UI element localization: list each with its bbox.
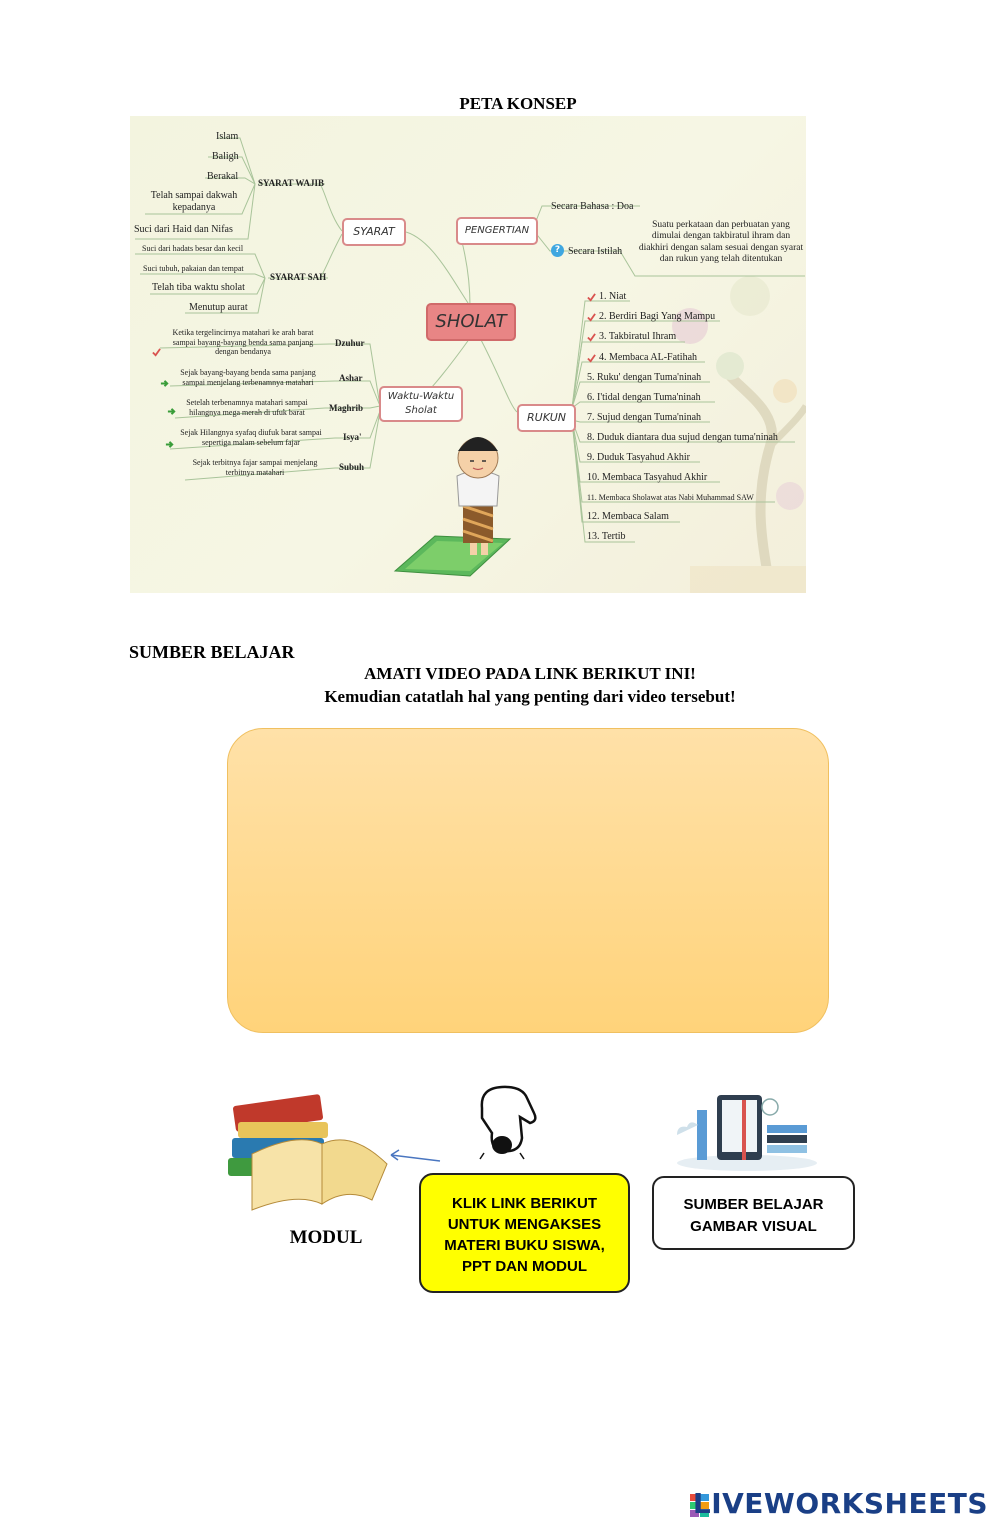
rukun-item: 3. Takbiratul Ihram bbox=[599, 331, 677, 342]
sah-item: Menutup aurat bbox=[189, 302, 248, 313]
label-syarat-wajib: SYARAT WAJIB bbox=[258, 178, 324, 188]
modul-label: MODUL bbox=[289, 1227, 363, 1248]
visual-line: SUMBER BELAJAR bbox=[683, 1196, 824, 1213]
rukun-item: 12. Membaca Salam bbox=[587, 511, 669, 522]
pengertian-istilah: Secara Istilah bbox=[568, 246, 623, 257]
check-icon bbox=[587, 313, 596, 322]
waktu-desc: Ketika tergelincirnya matahari ke arah barat sampai bayang-bayang benda sama panjang dengan bendanya bbox=[172, 328, 314, 357]
arrow-right-icon bbox=[167, 407, 176, 416]
concept-map bbox=[130, 116, 806, 593]
waktu-desc: Setelah terbenamnya matahari sampai hilangnya mega merah di ufuk barat bbox=[186, 398, 308, 417]
rukun-item: 9. Duduk Tasyahud Akhir bbox=[587, 452, 690, 463]
link-line: KLIK LINK BERIKUT bbox=[452, 1195, 597, 1212]
wajib-item: Suci dari Haid dan Nifas bbox=[134, 224, 233, 235]
wajib-item: Telah sampai dakwah kepadanya bbox=[150, 190, 238, 213]
rukun-item: 1. Niat bbox=[599, 291, 627, 302]
pengertian-bahasa: Secara Bahasa : Doa bbox=[551, 201, 634, 212]
sah-item: Telah tiba waktu sholat bbox=[152, 282, 245, 293]
pointing-hand-icon bbox=[472, 1083, 542, 1163]
rukun-item: 6. I'tidal dengan Tuma'ninah bbox=[587, 392, 701, 403]
center-node-sholat: SHOLAT bbox=[426, 303, 516, 341]
rukun-item: 10. Membaca Tasyahud Akhir bbox=[587, 472, 708, 483]
rukun-item: 4. Membaca AL-Fatihah bbox=[599, 352, 698, 363]
node-rukun: RUKUN bbox=[517, 404, 576, 432]
link-line: PPT DAN MODUL bbox=[462, 1258, 587, 1275]
waktu-name: Dzuhur bbox=[335, 338, 365, 348]
rukun-item: 8. Duduk diantara dua sujud dengan tuma'ninah bbox=[587, 432, 778, 443]
question-icon: ? bbox=[551, 244, 564, 257]
waktu-name: Maghrib bbox=[329, 403, 364, 413]
waktu-name: Subuh bbox=[339, 462, 365, 472]
waktu-desc: Sejak Hilangnya syafaq diufuk barat sampai sepertiga malam sebelum fajar bbox=[180, 428, 322, 447]
node-waktu-sholat: Waktu-Waktu Sholat bbox=[379, 386, 463, 422]
link-line: MATERI BUKU SISWA, bbox=[444, 1237, 605, 1254]
wajib-item: Berakal bbox=[207, 171, 239, 182]
digital-library-icon bbox=[672, 1085, 822, 1175]
books-icon bbox=[222, 1082, 392, 1212]
sumber-visual-button[interactable] bbox=[652, 1176, 855, 1250]
visual-line: GAMBAR VISUAL bbox=[690, 1218, 817, 1235]
rukun-item: 7. Sujud dengan Tuma'ninah bbox=[587, 412, 702, 423]
node-syarat: SYARAT bbox=[342, 218, 406, 246]
check-icon bbox=[152, 348, 161, 357]
label-syarat-sah: SYARAT SAH bbox=[270, 272, 327, 282]
waktu-desc: Sejak terbitnya fajar sampai menjelang terbitnya matahari bbox=[192, 458, 318, 477]
link-materi-button[interactable] bbox=[419, 1173, 630, 1293]
wajib-item: Islam bbox=[216, 131, 239, 142]
concept-map-heading: PETA KONSEP bbox=[459, 94, 577, 113]
link-line: UNTUK MENGAKSES bbox=[447, 1216, 602, 1233]
check-icon bbox=[587, 293, 596, 302]
waktu-name: Isya' bbox=[343, 432, 362, 442]
pengertian-istilah-text: Suatu perkataan dan perbuatan yang dimulai dengan takbiratul ihram dan diakhiri dengan salam sesuai dengan syarat dan rukun yang telah ditentukan bbox=[638, 220, 804, 265]
praying-boy-illustration bbox=[385, 421, 515, 591]
instruction-2: Kemudian catatlah hal yang penting dari video tersebut! bbox=[324, 687, 736, 706]
instruction-1: AMATI VIDEO PADA LINK BERIKUT INI! bbox=[364, 664, 696, 683]
sah-item: Suci dari hadats besar dan kecil bbox=[142, 244, 244, 253]
liveworksheets-brand: LIVEWORKSHEETS bbox=[692, 1487, 988, 1520]
arrow-left-icon bbox=[385, 1148, 445, 1168]
video-embed-area[interactable] bbox=[227, 728, 829, 1033]
rukun-item: 13. Tertib bbox=[587, 531, 626, 542]
arrow-right-icon bbox=[160, 379, 169, 388]
rukun-item: 5. Ruku' dengan Tuma'ninah bbox=[587, 372, 702, 383]
waktu-name: Ashar bbox=[339, 373, 363, 383]
wajib-item: Baligh bbox=[212, 151, 239, 162]
waktu-desc: Sejak bayang-bayang benda sama panjang sampai menjelang terbenamnya matahari bbox=[180, 368, 316, 387]
sumber-heading: SUMBER BELAJAR bbox=[129, 642, 295, 662]
check-icon bbox=[587, 333, 596, 342]
sah-item: Suci tubuh, pakaian dan tempat bbox=[143, 264, 244, 273]
rukun-item: 11. Membaca Sholawat atas Nabi Muhammad SAW bbox=[587, 493, 754, 502]
node-pengertian: PENGERTIAN bbox=[456, 217, 538, 245]
rukun-item: 2. Berdiri Bagi Yang Mampu bbox=[599, 311, 716, 322]
check-icon bbox=[587, 354, 596, 363]
